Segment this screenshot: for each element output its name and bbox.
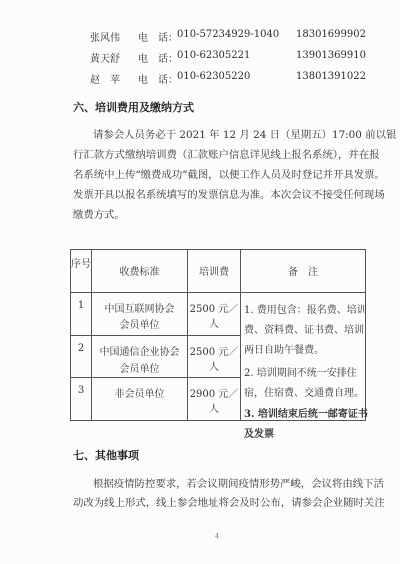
paragraph-line: 缴费方式。 — [73, 209, 125, 221]
table-cell-standard: 中国通信企业协会 — [99, 347, 180, 358]
contact-label: 电 话： — [138, 54, 178, 65]
contact-tel: 010-62305220 — [177, 71, 251, 82]
paragraph-line: 名系统中上传“缴费成功”截图，以便工作人员及时登记并开具发票。 — [73, 169, 385, 181]
table-header-no: 序号 — [71, 259, 91, 270]
table-cell-no: 2 — [77, 343, 85, 354]
contact-mobile: 13801391022 — [296, 71, 366, 82]
table-cell-fee: 2900 元／人 — [189, 389, 239, 415]
table-note-line: 3. 培训结束后统一邮寄证书 — [244, 409, 368, 420]
table-note-line: 费、资料费、证书费、培训 — [244, 325, 364, 336]
table-note-line: 宿，住宿费、交通费自理。 — [244, 388, 364, 399]
table-cell-standard: 会员单位 — [119, 364, 160, 375]
contact-label: 电 话： — [138, 75, 178, 86]
table-cell-standard: 非会员单位 — [114, 389, 165, 400]
table-cell-no: 3 — [77, 385, 85, 396]
table-header-standard: 收费标准 — [119, 267, 160, 278]
contact-label: 电 话： — [138, 33, 178, 44]
table-note-line: 两日自助午餐费。 — [244, 345, 324, 356]
contact-mobile: 13901369910 — [296, 50, 366, 61]
table-cell-fee: 2500 元／人 — [189, 304, 239, 330]
table-cell-no: 1 — [77, 300, 85, 311]
contact-name: 赵 苹 — [90, 75, 120, 86]
table-cell-standard: 会员单位 — [119, 320, 160, 331]
paragraph-line: 请参会人员务必于 2021 年 12 月 24 日（星期五）17:00 前以银 — [93, 129, 397, 141]
table-cell-fee: 2500 元／人 — [189, 347, 239, 373]
table-note-line: 2. 培训期间不统一安排住 — [244, 368, 357, 379]
table-note-line: 及发票 — [244, 429, 274, 440]
contact-name: 张风伟 — [90, 33, 120, 44]
paragraph-line: 动改为线上形式，线上参会地址将会及时公布，请参会企业随时关注 — [73, 497, 385, 509]
table-header-notes: 备 注 — [288, 267, 318, 278]
contact-tel: 010-62305221 — [177, 50, 251, 61]
table-header-fee: 培训费 — [199, 267, 229, 278]
paragraph-line: 行汇款方式缴纳培训费（汇款账户信息详见线上报名系统），并在报 — [73, 149, 380, 161]
table-cell-standard: 中国互联网协会 — [104, 304, 175, 315]
contact-mobile: 18301699902 — [296, 29, 366, 40]
paragraph-line: 发票开具以报名系统填写的发票信息为准。本次会议不接受任何现场 — [73, 189, 385, 201]
page-number: 4 — [215, 533, 219, 540]
contact-name: 黄天舒 — [90, 54, 120, 65]
contact-tel: 010-57234929-1040 — [177, 29, 280, 40]
table-note-line: 1. 费用包含：报名费、培训 — [244, 305, 367, 316]
section-7-heading: 七、其他事项 — [73, 449, 139, 462]
paragraph-line: 根据疫情防控要求，若会议期间疫情形势严峻，会议将由线下活 — [93, 478, 384, 490]
section-6-heading: 六、培训费用及缴纳方式 — [73, 101, 194, 114]
